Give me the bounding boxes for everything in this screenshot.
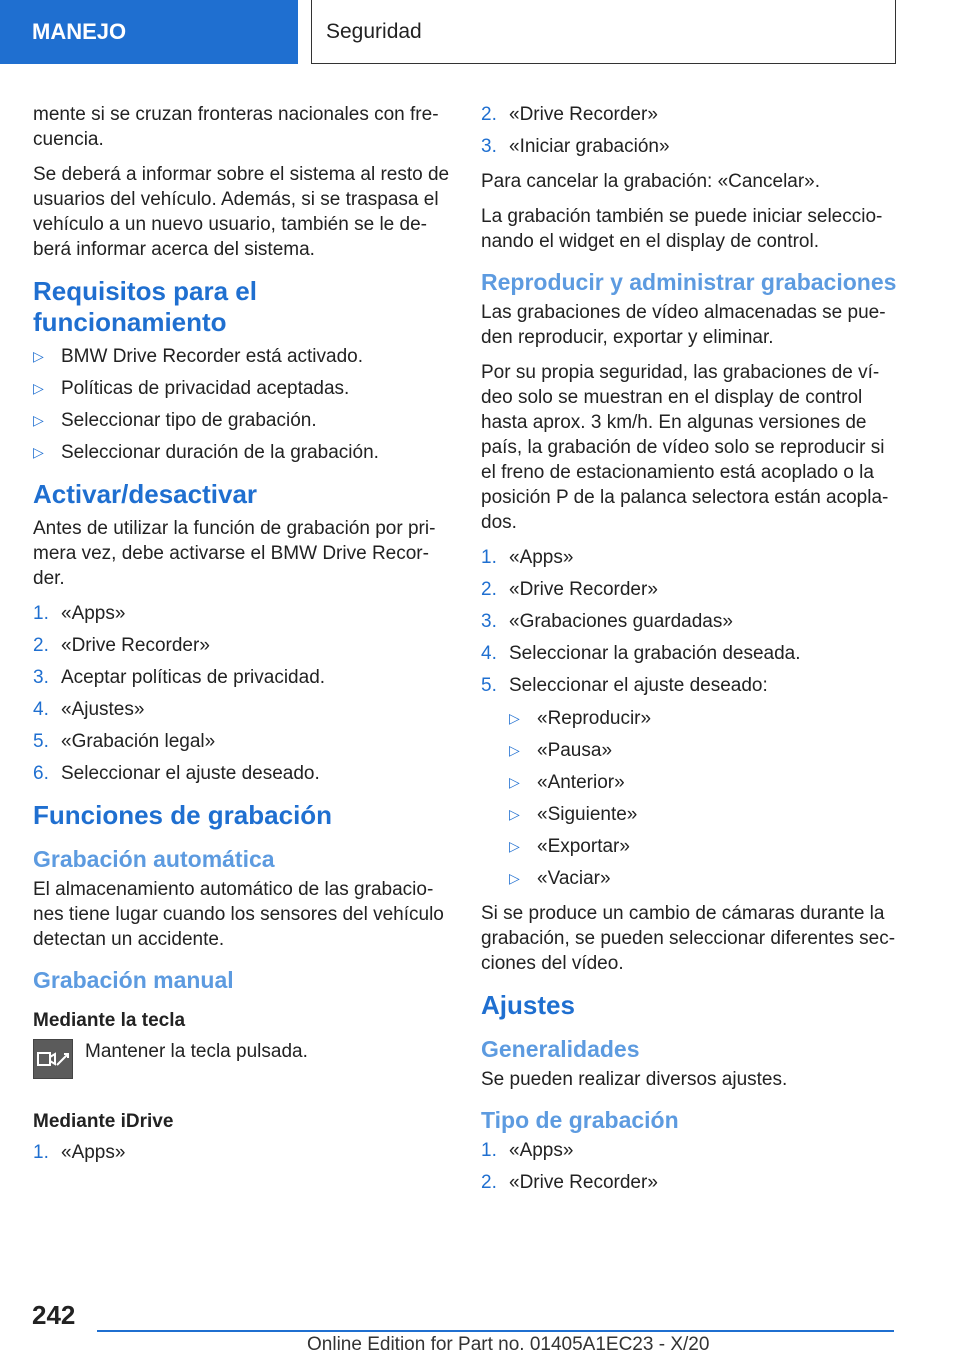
step-number: 1. xyxy=(481,1140,497,1161)
step-number: 2. xyxy=(481,1172,497,1193)
list-item-text: «Siguiente» xyxy=(537,804,638,825)
step-text: «Drive Recorder» xyxy=(509,579,658,600)
step-text: Seleccionar la grabación deseada. xyxy=(509,643,801,664)
topic-title: Seguridad xyxy=(326,19,422,43)
requirements-list xyxy=(33,344,451,465)
list-item xyxy=(509,770,899,795)
list-item-text: «Anterior» xyxy=(537,772,625,793)
step-item xyxy=(33,697,451,722)
step-item xyxy=(481,1138,899,1163)
footer-edition: Online Edition for Part no. 01405A1EC23 - X/20 xyxy=(307,1334,710,1355)
list-item xyxy=(33,376,451,401)
step-text: «Apps» xyxy=(509,1140,574,1161)
inform-paragraph: Se deberá a informar sobre el sistema al resto de usuarios del vehículo. Además, si se traspasa el vehículo a un nuevo usuario, también se le de-berá informar acerca del sistema. xyxy=(33,164,450,260)
camera-change-paragraph: Si se produce un cambio de cámaras durante la grabación, se pueden seleccionar diferentes sec-ciones del vídeo. xyxy=(481,903,896,974)
list-item-text: Seleccionar tipo de grabación. xyxy=(61,410,317,431)
step-text: «Drive Recorder» xyxy=(509,1172,658,1193)
step-number: 5. xyxy=(33,731,49,752)
heading-playback: Reproducir y administrar grabaciones xyxy=(481,269,897,295)
step-item xyxy=(481,1170,899,1195)
automatic-paragraph: El almacenamiento automático de las grabacio-nes tiene lugar cuando los sensores del vehículo detectan un accidente. xyxy=(33,879,444,950)
step-item xyxy=(33,665,451,690)
section-title: MANEJO xyxy=(32,19,127,44)
step-number: 1. xyxy=(33,1142,49,1163)
list-item-text: Seleccionar duración de la grabación. xyxy=(61,442,379,463)
playback-options-list xyxy=(509,706,899,891)
camera-key-icon xyxy=(33,1039,73,1079)
key-instruction-text: Mantener la tecla pulsada. xyxy=(85,1041,308,1062)
step-number: 2. xyxy=(481,579,497,600)
step-number: 4. xyxy=(481,643,497,664)
step-number: 4. xyxy=(33,699,49,720)
topic-header xyxy=(311,0,896,64)
activate-paragraph: Antes de utilizar la función de grabación por pri-mera vez, debe activarse el BMW Drive Recor-der. xyxy=(33,518,436,589)
intro-paragraph: mente si se cruzan fronteras nacionales con fre-cuencia. xyxy=(33,104,439,150)
list-item xyxy=(509,738,899,763)
triangle-bullet-icon: ▷ xyxy=(509,742,520,758)
step-number: 2. xyxy=(481,104,497,125)
activate-steps xyxy=(33,601,451,786)
step-text: Seleccionar el ajuste deseado. xyxy=(61,763,320,784)
step-item xyxy=(33,601,451,626)
step-text: Seleccionar el ajuste deseado: xyxy=(509,675,768,696)
heading-settings: Ajustes xyxy=(481,990,575,1020)
idrive-steps xyxy=(33,1140,451,1165)
heading-automatic-recording: Grabación automática xyxy=(33,846,275,872)
list-item-text: «Exportar» xyxy=(537,836,630,857)
step-text: «Apps» xyxy=(61,603,126,624)
step-text: «Apps» xyxy=(509,547,574,568)
step-text: «Drive Recorder» xyxy=(61,635,210,656)
heading-recording-functions: Funciones de grabación xyxy=(33,800,333,830)
triangle-bullet-icon: ▷ xyxy=(33,380,44,396)
step-number: 6. xyxy=(33,763,49,784)
playback-steps xyxy=(481,545,899,891)
recording-type-steps xyxy=(481,1138,899,1195)
heading-general: Generalidades xyxy=(481,1036,640,1062)
cancel-paragraph: Para cancelar la grabación: «Cancelar». xyxy=(481,171,821,192)
step-text: «Grabación legal» xyxy=(61,731,216,752)
heading-requirements: Requisitos para el funcionamiento xyxy=(33,276,257,337)
step-item xyxy=(33,729,451,754)
triangle-bullet-icon: ▷ xyxy=(509,774,520,790)
list-item xyxy=(33,440,451,465)
step-item xyxy=(481,102,899,127)
left-column xyxy=(33,102,451,1175)
step-item xyxy=(481,577,899,602)
step-number: 5. xyxy=(481,675,497,696)
step-number: 1. xyxy=(33,603,49,624)
step-text: «Iniciar grabación» xyxy=(509,136,670,157)
list-item-text: Políticas de privacidad aceptadas. xyxy=(61,378,350,399)
heading-activate: Activar/desactivar xyxy=(33,479,258,509)
triangle-bullet-icon: ▷ xyxy=(509,710,520,726)
step-number: 2. xyxy=(33,635,49,656)
step-text: «Grabaciones guardadas» xyxy=(509,611,733,632)
step-text: «Apps» xyxy=(61,1142,126,1163)
key-instruction xyxy=(33,1039,451,1079)
step-number: 3. xyxy=(481,611,497,632)
step-item xyxy=(481,609,899,634)
step-item xyxy=(33,633,451,658)
step-text: «Ajustes» xyxy=(61,699,145,720)
playback-paragraph-2: Por su propia seguridad, las grabaciones de ví-deo solo se muestran en el display de control hasta aprox. 3 km/h. En algunas versiones de país, la grabación de vídeo solo se reproducir si el freno de estacionamiento está acoplado o la posición P de la palanca selectora están acopla-dos. xyxy=(481,362,889,533)
step-number: 1. xyxy=(481,547,497,568)
step-text: «Drive Recorder» xyxy=(509,104,658,125)
step-item xyxy=(33,1140,451,1165)
step-number: 3. xyxy=(33,667,49,688)
list-item xyxy=(33,344,451,369)
general-paragraph: Se pueden realizar diversos ajustes. xyxy=(481,1069,788,1090)
heading-manual-recording: Grabación manual xyxy=(33,967,234,993)
list-item-text: BMW Drive Recorder está activado. xyxy=(61,346,363,367)
step-item xyxy=(481,134,899,159)
list-item xyxy=(509,706,899,731)
triangle-bullet-icon: ▷ xyxy=(33,444,44,460)
triangle-bullet-icon: ▷ xyxy=(33,348,44,364)
widget-paragraph: La grabación también se puede iniciar seleccio-nando el widget en el display de control. xyxy=(481,206,883,252)
list-item-text: «Reproducir» xyxy=(537,708,652,729)
step-item xyxy=(481,641,899,666)
heading-by-idrive: Mediante iDrive xyxy=(33,1111,174,1132)
page-number: 242 xyxy=(32,1300,76,1330)
step-item xyxy=(481,673,899,891)
list-item xyxy=(509,802,899,827)
heading-recording-type: Tipo de grabación xyxy=(481,1107,679,1133)
list-item xyxy=(509,834,899,859)
section-tab xyxy=(0,0,298,64)
step-number: 3. xyxy=(481,136,497,157)
triangle-bullet-icon: ▷ xyxy=(509,838,520,854)
idrive-steps-continued xyxy=(481,102,899,159)
step-item xyxy=(481,545,899,570)
playback-paragraph-1: Las grabaciones de vídeo almacenadas se pue-den reproducir, exportar y eliminar. xyxy=(481,302,886,348)
list-item xyxy=(509,866,899,891)
step-item xyxy=(33,761,451,786)
triangle-bullet-icon: ▷ xyxy=(509,870,520,886)
list-item xyxy=(33,408,451,433)
heading-by-key: Mediante la tecla xyxy=(33,1010,186,1031)
right-column xyxy=(481,102,899,1205)
step-text: Aceptar políticas de privacidad. xyxy=(61,667,326,688)
footer-rule xyxy=(97,1330,894,1332)
list-item-text: «Vaciar» xyxy=(537,868,611,889)
list-item-text: «Pausa» xyxy=(537,740,613,761)
triangle-bullet-icon: ▷ xyxy=(509,806,520,822)
triangle-bullet-icon: ▷ xyxy=(33,412,44,428)
